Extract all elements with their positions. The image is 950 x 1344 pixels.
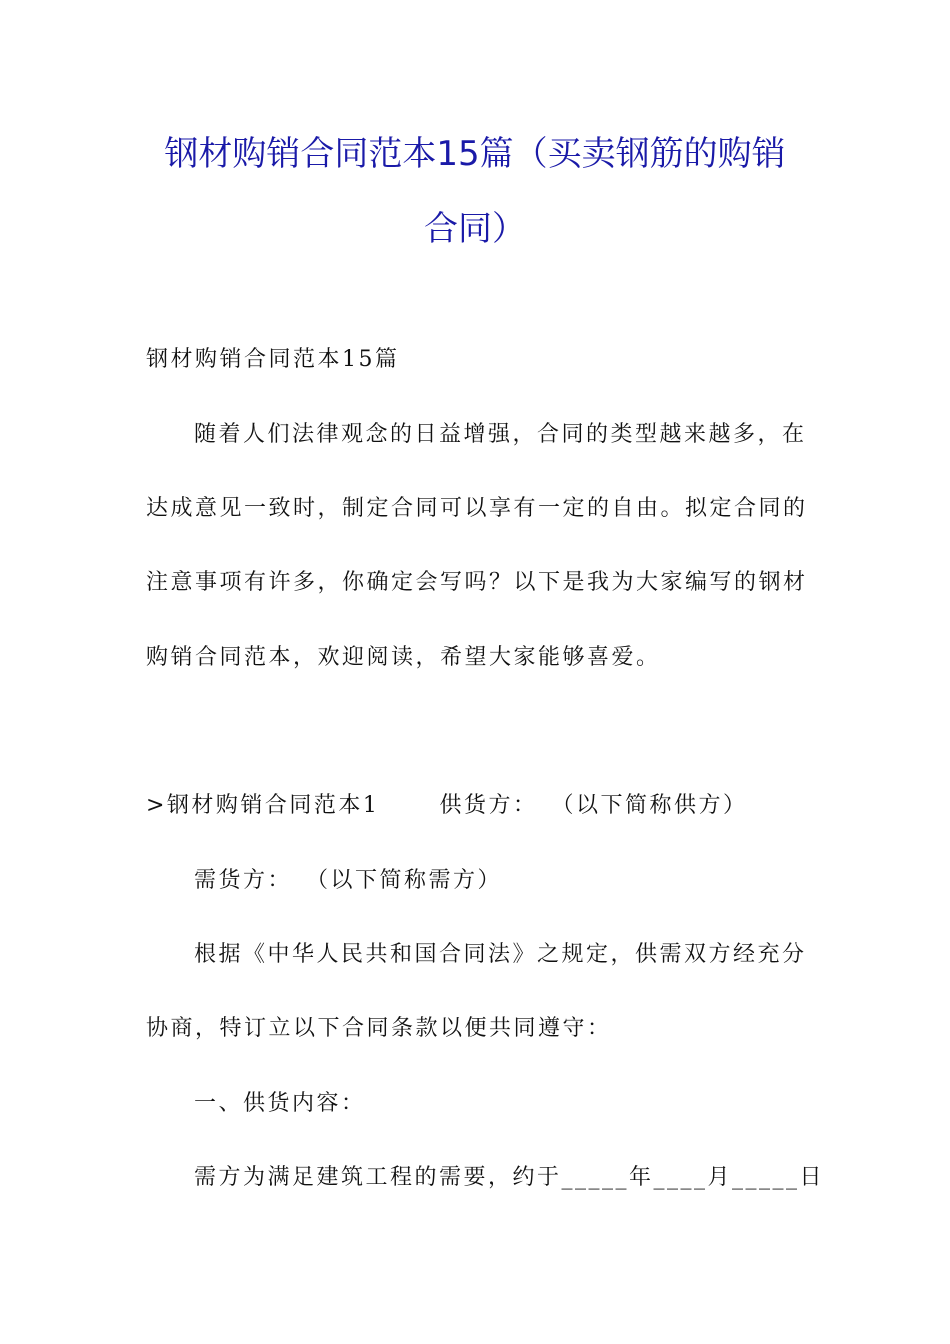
section1-line-1: 需方为满足建筑工程的需要，约于_____年____月_____日 (194, 1165, 825, 1190)
document-title-line-1: 钢材购销合同范本15篇（买卖钢筋的购销 (164, 134, 786, 174)
basis-line-1: 根据《中华人民共和国合同法》之规定，供需双方经充分 (194, 942, 807, 967)
supplier-label: 供货方： (439, 793, 538, 818)
intro-line-3: 注意事项有许多，你确定会写吗？以下是我为大家编写的钢材 (146, 570, 808, 595)
section-subtitle: 钢材购销合同范本15篇 (146, 347, 400, 372)
intro-line-4: 购销合同范本，欢迎阅读，希望大家能够喜爱。 (146, 645, 661, 670)
supplier-note: （以下简称供方） (551, 793, 748, 818)
document-title-line-2: 合同） (424, 209, 526, 249)
basis-line-2: 协商，特订立以下合同条款以便共同遵守： (146, 1016, 612, 1041)
section1-title: 一、供货内容： (194, 1091, 366, 1116)
contract-heading: >钢材购销合同范本1 (146, 793, 380, 818)
intro-line-1: 随着人们法律观念的日益增强，合同的类型越来越多，在 (194, 422, 807, 447)
buyer-note: （以下简称需方） (306, 868, 503, 893)
intro-line-2: 达成意见一致时，制定合同可以享有一定的自由。拟定合同的 (146, 496, 808, 521)
buyer-row (194, 866, 502, 896)
contract-heading-row (146, 791, 747, 821)
buyer-label: 需货方： (194, 868, 293, 893)
